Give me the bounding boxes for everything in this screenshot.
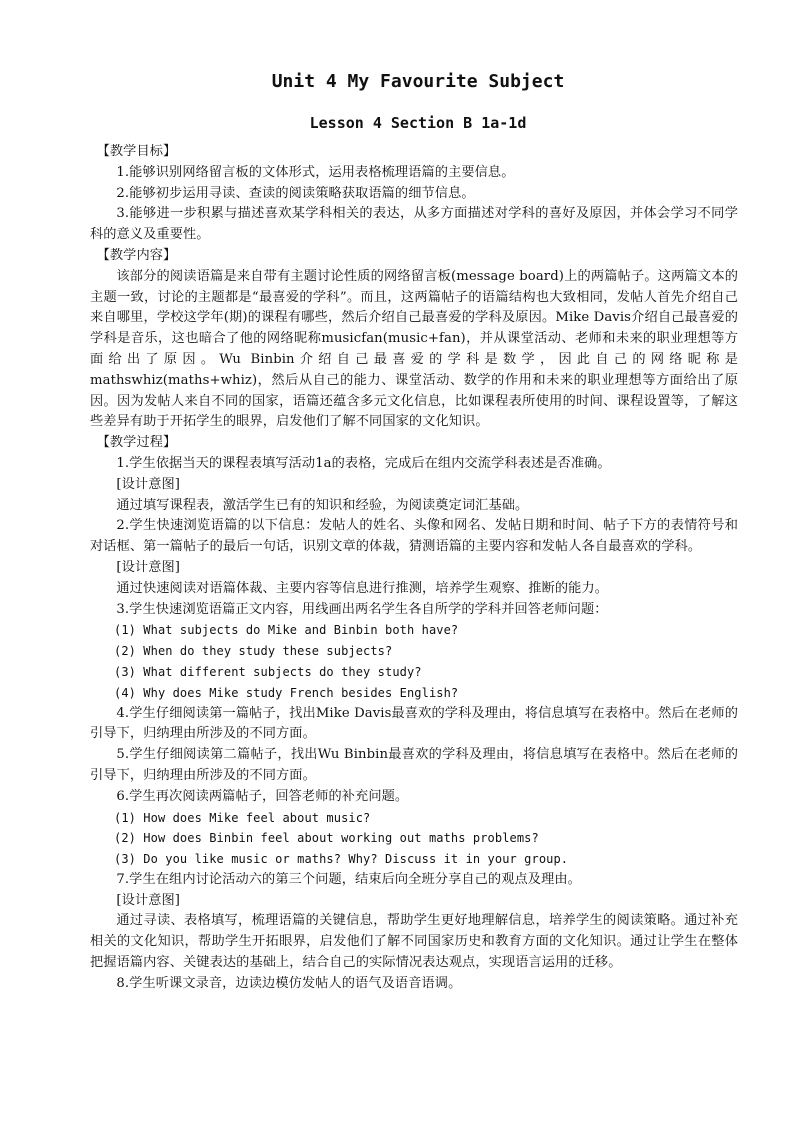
page-title: Unit 4 My Favourite Subject	[271, 71, 565, 92]
process-heading: 【教学过程】	[96, 435, 177, 451]
goal-item: 1.能够识别网络留言板的文体形式，运用表格梳理语篇的主要信息。	[116, 164, 515, 180]
design-intent-label: [设计意图]	[116, 892, 181, 908]
process-step-5: 5.学生仔细阅读第二篇帖子，找出Wu Binbin最喜欢的学科及理由，将信息填写在表格中。然后在老师的引导下，归纳理由所涉及的不同方面。	[90, 747, 738, 783]
design-intent-label: [设计意图]	[116, 476, 181, 492]
content-paragraph: 该部分的阅读语篇是来自带有主题讨论性质的网络留言板(message board)上的两篇帖子。这两篇文本的主题一致，讨论的主题都是“最喜爱的学科”。而且，这两篇帖子的语篇结构也大致相同，发帖人首先介绍自己来自哪里，学校这学年(期)的课程有哪些，然后介绍自己最喜爱的学科及原因。Mike Davis介绍自己最喜爱的学科是音乐，这也暗合了他的网络昵称musicfan(music+fan)，并从课堂活动、老师和未来的职业理想等方面给出了原因。Wu Binbin介绍自己最喜爱的学科是数学，因此自己的网络昵称是mathswhiz(maths+whiz)，然后从自己的能力、课堂活动、数学的作用和未来的职业理想等方面给出了原因。因为发帖人来自不同的国家，语篇还蕴含多元文化信息，比如课程表所使用的时间、课程设置等，了解这些差异有助于开拓学生的眼界，启发他们了解不同国家的文化知识。	[90, 268, 738, 430]
design-intent-text: 通过填写课程表，激活学生已有的知识和经验，为阅读奠定词汇基础。	[116, 497, 529, 513]
question-item: (1) What subjects do Mike and Binbin both have?	[114, 623, 459, 638]
question-item: (2) How does Binbin feel about working out maths problems?	[114, 831, 539, 846]
goals-heading: 【教学目标】	[96, 144, 177, 159]
page-subtitle: Lesson 4 Section B 1a-1d	[309, 114, 527, 132]
question-item: (1) How does Mike feel about music?	[114, 810, 371, 825]
design-intent-text: 通过快速阅读对语篇体裁、主要内容等信息进行推测，培养学生观察、推断的能力。	[116, 580, 609, 596]
question-item: (3) Do you like music or maths? Why? Discuss it in your group.	[114, 852, 569, 867]
design-intent-label: [设计意图]	[116, 559, 181, 575]
document-body	[90, 142, 738, 995]
process-step-7: 7.学生在组内讨论活动六的第三个问题，结束后向全班分享自己的观点及理由。	[116, 871, 581, 887]
content-heading: 【教学内容】	[96, 247, 177, 263]
question-item: (3) What different subjects do they study?	[114, 664, 422, 679]
process-step-1: 1.学生依据当天的课程表填写活动1a的表格，完成后在组内交流学科表述是否准确。	[116, 455, 611, 471]
process-step-8: 8.学生听课文录音，边读边模仿发帖人的语气及语音语调。	[116, 975, 462, 991]
process-step-2: 2.学生快速浏览语篇的以下信息：发帖人的姓名、头像和网名、发帖日期和时间、帖子下方的表情符号和对话框、第一篇帖子的最后一句话，识别文章的体裁，猜测语篇的主要内容和发帖人各自最喜欢的学科。	[90, 518, 738, 555]
process-step-3: 3.学生快速浏览语篇正文内容，用线画出两名学生各自所学的学科并回答老师问题：	[116, 601, 608, 617]
goal-item: 3.能够进一步积累与描述喜欢某学科相关的表达，从多方面描述对学科的喜好及原因，并体会学习不同学科的意义及重要性。	[90, 206, 738, 243]
goal-item: 2.能够初步运用寻读、查读的阅读策略获取语篇的细节信息。	[116, 185, 475, 201]
design-intent-text: 通过寻读、表格填写，梳理语篇的关键信息，帮助学生更好地理解信息，培养学生的阅读策略。通过补充相关的文化知识，帮助学生开拓眼界，启发他们了解不同国家历史和教育方面的文化知识。通过让学生在整体把握语篇内容、关键表达的基础上，结合自己的实际情况表达观点，实现语言运用的迁移。	[90, 913, 738, 971]
process-step-4: 4.学生仔细阅读第一篇帖子，找出Mike Davis最喜欢的学科及理由，将信息填写在表格中。然后在老师的引导下，归纳理由所涉及的不同方面。	[90, 705, 738, 742]
process-step-6: 6.学生再次阅读两篇帖子，回答老师的补充问题。	[116, 788, 409, 804]
question-item: (2) When do they study these subjects?	[114, 644, 393, 659]
question-item: (4) Why does Mike study French besides English?	[114, 685, 459, 700]
